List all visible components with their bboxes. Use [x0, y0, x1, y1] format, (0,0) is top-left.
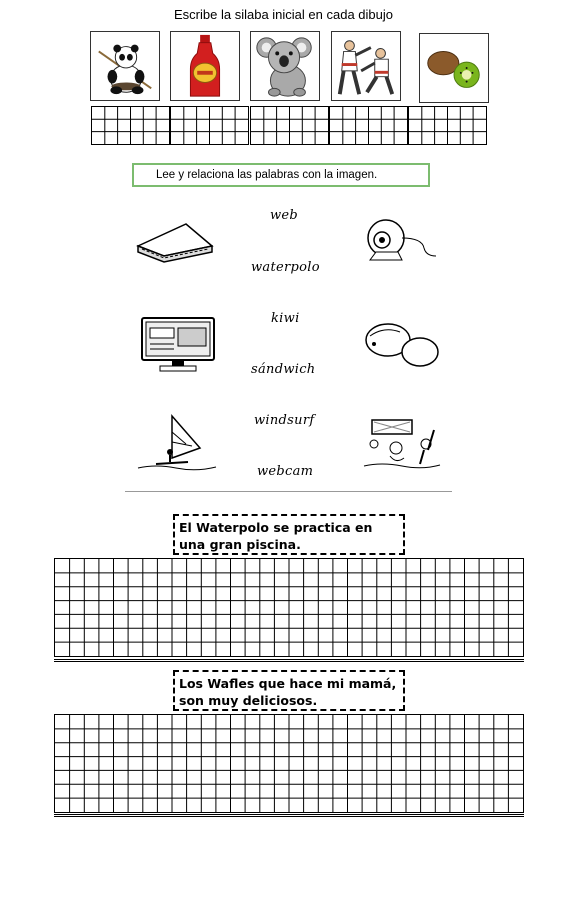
page-title: Escribe la silaba inicial en cada dibujo: [174, 7, 393, 22]
writing-grid-1[interactable]: [54, 558, 524, 657]
sentence-box-1: El Waterpolo se practica en una gran piscina.: [173, 514, 405, 555]
word-windsurf: windsurf: [254, 413, 315, 428]
ketchup-bottle-icon: [170, 31, 240, 101]
section-divider: [125, 491, 452, 492]
computer-screen-icon: [140, 316, 216, 374]
sentence-box-2: Los Wafles que hace mi mamá, son muy deliciosos.: [173, 670, 405, 711]
sandwich-icon: [134, 216, 216, 266]
answer-grid-5[interactable]: [408, 106, 487, 145]
kiwi-icon: [364, 320, 440, 370]
answer-grid-4[interactable]: [329, 106, 408, 145]
answer-grid-3[interactable]: [250, 106, 329, 145]
word-web: web: [270, 208, 299, 223]
waterpolo-icon: [362, 416, 442, 474]
koala-icon: [250, 31, 320, 101]
word-waterpolo: waterpolo: [251, 260, 320, 275]
grid-bottom-rule-2: [54, 814, 524, 817]
karate-icon: [331, 31, 401, 101]
writing-grid-2[interactable]: [54, 714, 524, 813]
webcam-icon: [362, 216, 438, 268]
word-webcam: webcam: [257, 464, 314, 479]
windsurf-icon: [136, 412, 220, 474]
grid-bottom-rule-1: [54, 659, 524, 662]
panda-icon: [90, 31, 160, 101]
answer-grid-2[interactable]: [170, 106, 249, 145]
answer-grid-1[interactable]: [91, 106, 170, 145]
word-sandwich: sándwich: [251, 362, 316, 377]
word-kiwi: kiwi: [271, 311, 300, 326]
matching-instruction: Lee y relaciona las palabras con la imagen.: [132, 163, 430, 187]
kiwi-fruit-icon: [419, 33, 489, 103]
